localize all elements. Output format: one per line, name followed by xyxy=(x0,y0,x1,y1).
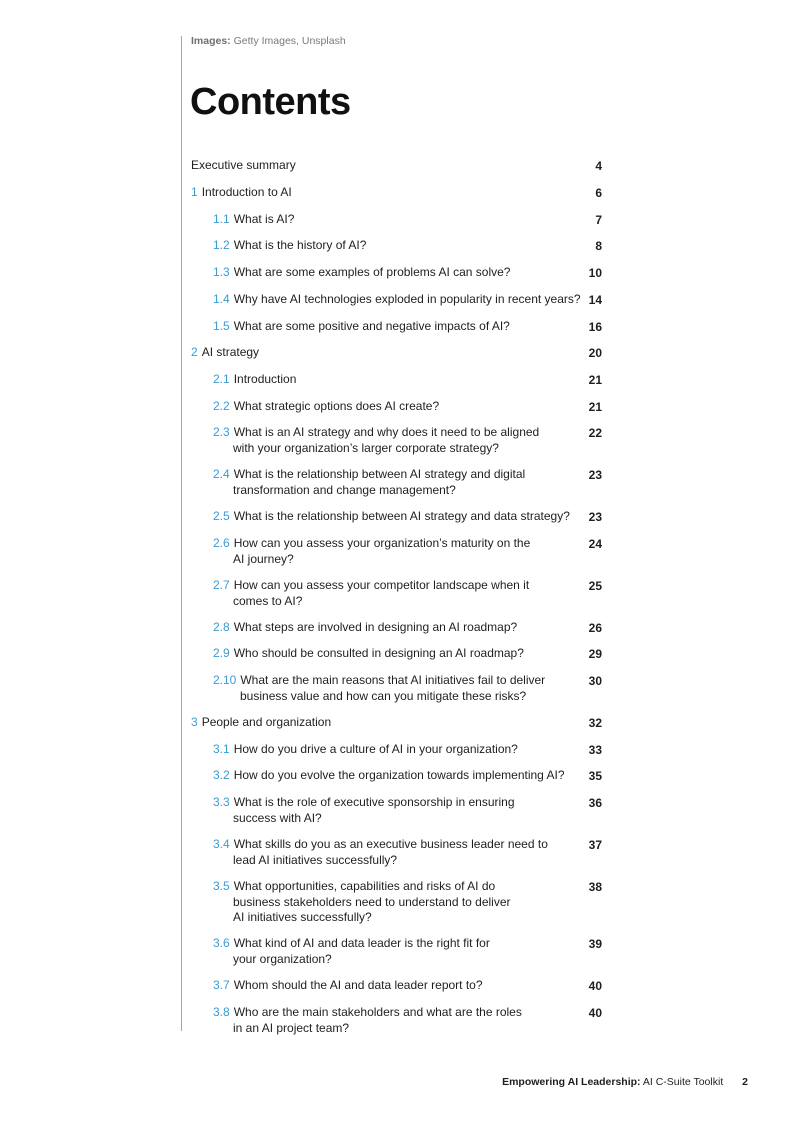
toc-entry-title: comes to AI? xyxy=(233,593,303,608)
image-credit xyxy=(191,35,346,47)
toc-page-number: 36 xyxy=(588,796,602,810)
toc-entry-title: transformation and change management? xyxy=(233,482,456,497)
toc-entry-title: What is AI? xyxy=(233,212,295,226)
toc-entry[interactable] xyxy=(213,879,511,926)
toc-entry-number: 2.3 xyxy=(213,425,230,439)
toc-page-number: 33 xyxy=(588,743,602,757)
toc-entry-number: 1.3 xyxy=(213,265,230,279)
toc-page-number: 8 xyxy=(595,239,602,253)
toc-entry-line xyxy=(213,673,545,689)
toc-entry-title: What is the relationship between AI strategy and digital xyxy=(233,467,526,481)
toc-entry-title: with your organization’s larger corporate strategy? xyxy=(233,440,499,455)
toc-entry[interactable] xyxy=(191,185,292,201)
toc-entry-title: How can you assess your competitor landscape when it xyxy=(233,578,530,592)
toc-page-number: 22 xyxy=(588,426,602,440)
toc-entry-line xyxy=(213,238,366,254)
toc-page-number: 24 xyxy=(588,537,602,551)
toc-page-number: 14 xyxy=(588,293,602,307)
toc-page-number: 25 xyxy=(588,579,602,593)
toc-entry-line xyxy=(213,578,529,594)
toc-page-number: 38 xyxy=(588,880,602,894)
toc-entry-title: Whom should the AI and data leader report to? xyxy=(233,978,483,992)
toc-entry[interactable] xyxy=(213,509,570,525)
toc-entry-number: 3.5 xyxy=(213,879,230,893)
toc-entry-line xyxy=(213,425,539,441)
toc-entry-line xyxy=(213,441,539,457)
toc-entry-title: AI initiatives successfully? xyxy=(233,910,372,924)
toc-entry-number: 1.1 xyxy=(213,212,230,226)
toc-entry-line xyxy=(213,292,581,308)
toc-entry-line xyxy=(213,837,548,853)
toc-entry-title: What is the role of executive sponsorship in ensuring xyxy=(233,795,515,809)
toc-entry-line xyxy=(213,467,525,483)
toc-entry-number: 3.4 xyxy=(213,837,230,851)
toc-entry-number: 2.2 xyxy=(213,399,230,413)
toc-entry-line xyxy=(213,319,510,335)
toc-page-number: 7 xyxy=(595,213,602,227)
toc-entry-number: 2.10 xyxy=(213,673,237,687)
toc-entry-title: How do you evolve the organization towards implementing AI? xyxy=(233,768,565,782)
toc-entry[interactable] xyxy=(213,742,518,758)
toc-entry-line xyxy=(213,646,524,662)
toc-entry-line xyxy=(191,158,296,174)
toc-entry-title: Introduction xyxy=(233,372,297,386)
toc-entry[interactable] xyxy=(213,936,490,967)
toc-entry-number: 3 xyxy=(191,715,198,729)
toc-entry-number: 1.4 xyxy=(213,292,230,306)
toc-entry-title: What opportunities, capabilities and risks of AI do xyxy=(233,879,496,893)
toc-entry-line xyxy=(213,620,517,636)
toc-entry-line xyxy=(213,879,511,895)
toc-entry[interactable] xyxy=(213,536,530,567)
toc-page-number: 29 xyxy=(588,647,602,661)
toc-entry-title: What strategic options does AI create? xyxy=(233,399,440,413)
toc-page-number: 23 xyxy=(588,468,602,482)
toc-entry-title: Who are the main stakeholders and what are the roles xyxy=(233,1005,522,1019)
toc-entry[interactable] xyxy=(213,399,439,415)
toc-entry-number: 2.4 xyxy=(213,467,230,481)
toc-entry[interactable] xyxy=(191,345,259,361)
toc-entry[interactable] xyxy=(213,467,525,498)
toc-entry-number: 3.3 xyxy=(213,795,230,809)
toc-entry[interactable] xyxy=(213,372,296,388)
toc-entry-number: 2.6 xyxy=(213,536,230,550)
toc-entry-line xyxy=(213,594,529,610)
toc-entry-title: How can you assess your organization’s maturity on the xyxy=(233,536,531,550)
toc-page-number: 4 xyxy=(595,159,602,173)
toc-entry-title: What steps are involved in designing an AI roadmap? xyxy=(233,620,518,634)
toc-page-number: 16 xyxy=(588,320,602,334)
toc-entry-title: What are some examples of problems AI can solve? xyxy=(233,265,511,279)
toc-entry-line xyxy=(213,742,518,758)
toc-entry-number: 3.7 xyxy=(213,978,230,992)
toc-entry-line xyxy=(213,910,511,926)
toc-entry[interactable] xyxy=(213,768,565,784)
toc-entry-line xyxy=(191,715,331,731)
toc-entry[interactable] xyxy=(213,620,517,636)
toc-entry-title: Why have AI technologies exploded in popularity in recent years? xyxy=(233,292,581,306)
left-vertical-rule xyxy=(181,36,182,1031)
toc-entry-number: 2.5 xyxy=(213,509,230,523)
toc-entry-title: People and organization xyxy=(201,715,332,729)
toc-entry-number: 1.5 xyxy=(213,319,230,333)
toc-entry[interactable] xyxy=(213,837,548,868)
toc-entry-title: What skills do you as an executive business leader need to xyxy=(233,837,548,851)
toc-entry-number: 3.6 xyxy=(213,936,230,950)
toc-page-number: 21 xyxy=(588,373,602,387)
toc-page-number: 6 xyxy=(595,186,602,200)
toc-entry-title: Introduction to AI xyxy=(201,185,292,199)
toc-page-number: 32 xyxy=(588,716,602,730)
toc-entry-title: lead AI initiatives successfully? xyxy=(233,852,398,867)
toc-entry-line xyxy=(213,952,490,968)
toc-entry-line xyxy=(213,689,545,705)
toc-entry-line xyxy=(213,372,296,388)
toc-entry-number: 2.8 xyxy=(213,620,230,634)
toc-entry-line xyxy=(213,265,510,281)
toc-entry-title: Executive summary xyxy=(191,158,296,172)
toc-entry[interactable] xyxy=(213,319,510,335)
toc-entry-number: 3.1 xyxy=(213,742,230,756)
toc-entry-number: 2.1 xyxy=(213,372,230,386)
toc-entry-line xyxy=(213,552,530,568)
toc-entry-line xyxy=(213,978,483,994)
toc-entry-line xyxy=(213,853,548,869)
toc-page-number: 10 xyxy=(588,266,602,280)
toc-entry-line xyxy=(213,936,490,952)
footer-title-bold: Empowering AI Leadership: xyxy=(502,1076,641,1088)
page-footer xyxy=(0,1076,748,1088)
page-title: Contents xyxy=(190,81,351,123)
toc-entry-title: How do you drive a culture of AI in your organization? xyxy=(233,742,518,756)
toc-entry[interactable] xyxy=(191,158,296,174)
toc-page-number: 21 xyxy=(588,400,602,414)
toc-entry-number: 3.8 xyxy=(213,1005,230,1019)
toc-entry-title: AI strategy xyxy=(201,345,260,359)
toc-entry[interactable] xyxy=(213,212,294,228)
toc-entry-title: your organization? xyxy=(233,951,332,966)
toc-entry-line xyxy=(213,768,565,784)
toc-entry[interactable] xyxy=(213,425,539,456)
toc-page-number: 39 xyxy=(588,937,602,951)
toc-page-number: 23 xyxy=(588,510,602,524)
footer-page-number: 2 xyxy=(742,1076,748,1088)
toc-entry-line xyxy=(213,1021,522,1037)
toc-entry[interactable] xyxy=(213,646,524,662)
toc-entry[interactable] xyxy=(191,715,331,731)
toc-entry-title: What is the history of AI? xyxy=(233,238,367,252)
toc-entry-title: What is an AI strategy and why does it need to be aligned xyxy=(233,425,540,439)
toc-page-number: 20 xyxy=(588,346,602,360)
toc-entry-number: 2.7 xyxy=(213,578,230,592)
toc-entry-line xyxy=(213,1005,522,1021)
toc-entry-line xyxy=(191,185,292,201)
toc-entry-title: Who should be consulted in designing an AI roadmap? xyxy=(233,646,524,660)
image-credit-value: Getty Images, Unsplash xyxy=(233,35,346,47)
toc-page-number: 40 xyxy=(588,1006,602,1020)
toc-entry-title: What are the main reasons that AI initiatives fail to deliver xyxy=(240,673,546,687)
toc-entry-line xyxy=(213,399,439,415)
toc-page-number: 40 xyxy=(588,979,602,993)
toc-entry-line xyxy=(213,483,525,499)
footer-title-rest: AI C-Suite Toolkit xyxy=(642,1076,724,1088)
toc-entry-line xyxy=(191,345,259,361)
toc-entry-title: AI journey? xyxy=(233,551,294,566)
toc-entry-number: 2.9 xyxy=(213,646,230,660)
toc-entry[interactable] xyxy=(213,673,545,704)
toc-entry-line xyxy=(213,795,515,811)
toc-page-number: 30 xyxy=(588,674,602,688)
toc-page-number: 26 xyxy=(588,621,602,635)
toc-entry[interactable] xyxy=(213,265,510,281)
image-credit-label: Images: xyxy=(191,35,231,47)
toc-entry-number: 1 xyxy=(191,185,198,199)
toc-entry-title: What are some positive and negative impacts of AI? xyxy=(233,319,510,333)
toc-entry-line xyxy=(213,895,511,911)
toc-entry-title: business value and how can you mitigate these risks? xyxy=(240,688,527,703)
toc-entry[interactable] xyxy=(213,795,515,826)
toc-entry-title: in an AI project team? xyxy=(233,1020,350,1035)
toc-page-number: 37 xyxy=(588,838,602,852)
toc-entry-number: 1.2 xyxy=(213,238,230,252)
toc-entry-title: What kind of AI and data leader is the right fit for xyxy=(233,936,490,950)
toc-entry[interactable] xyxy=(213,978,483,994)
toc-entry-line xyxy=(213,811,515,827)
toc-entry-line xyxy=(213,509,570,525)
toc-entry-line xyxy=(213,212,294,228)
toc-entry[interactable] xyxy=(213,292,581,308)
toc-entry-title: What is the relationship between AI strategy and data strategy? xyxy=(233,509,570,523)
toc-page-number: 35 xyxy=(588,769,602,783)
toc-entry[interactable] xyxy=(213,1005,522,1036)
toc-entry-title: business stakeholders need to understand to deliver xyxy=(233,894,511,909)
toc-entry[interactable] xyxy=(213,578,529,609)
toc-entry-line xyxy=(213,536,530,552)
toc-entry-number: 3.2 xyxy=(213,768,230,782)
toc-entry-title: success with AI? xyxy=(233,810,322,825)
toc-entry-number: 2 xyxy=(191,345,198,359)
toc-entry[interactable] xyxy=(213,238,366,254)
